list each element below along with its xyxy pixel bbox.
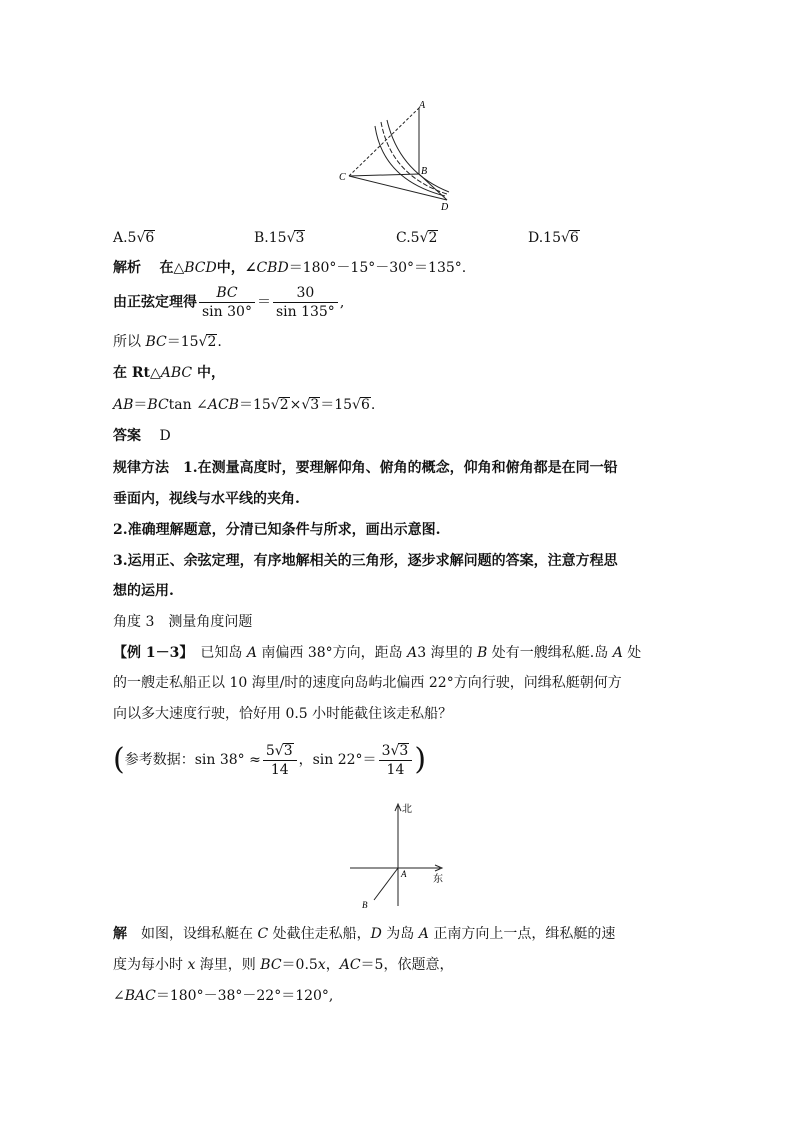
east-label: 东 [433, 874, 443, 885]
label-B: B [421, 166, 428, 177]
figure-1-diagram [335, 100, 460, 215]
method-p3a: 3.运用正、余弦定理，有序地解相关的三角形，逐步求解问题的答案，注意方程思 [113, 553, 618, 569]
fraction-3root3-14: $\frac{3√3}{14}$ [379, 742, 413, 779]
method-p3b: 想的运用. [113, 583, 174, 599]
example-line-3: 向以多大速度行驶，恰好用 0.5 小时能截住该走私船？ [113, 706, 453, 722]
north-label: 北 [402, 804, 412, 815]
answer-line: 答案 D [113, 428, 171, 444]
figure-2-axes [340, 798, 455, 913]
segment-CA [349, 108, 419, 176]
hill-curve-3 [387, 120, 449, 192]
method-p1a: 规律方法 1.在测量高度时，要理解仰角、俯角的概念，仰角和俯角都是在同一铅 [113, 460, 618, 476]
solution-line-2: 由正弦定理得 $\frac{BC}{\sin 30^\circ}$ ＝ $\frac{30}{\sin 135^\circ}$ , [113, 285, 345, 320]
label-C: C [339, 172, 346, 183]
solve-line-1: 解 如图，设缉私艇在 C 处截住走私船，D 为岛 A 正南方向上一点，缉私艇的速 [113, 926, 616, 942]
point-B-label: B [362, 900, 368, 910]
example-line-2: 的一艘走私船正以 10 海里/时的速度向岛屿北偏西 22°方向行驶，问缉私艇朝何方 [113, 675, 622, 691]
solve-line-2: 度为每小时 x 海里，则 BC＝0.5x，AC＝5，依题意， [113, 957, 454, 973]
point-A-label: A [401, 869, 407, 879]
fraction-bc-sin30: $\frac{BC}{\sin 30^\circ}$ [199, 284, 255, 321]
option-d: D.15√6 [528, 230, 579, 246]
segment-AB-ray [374, 868, 398, 900]
solution-line-1: 解析 在△BCD中，∠CBD＝180°－15°－30°＝135°. [113, 260, 467, 276]
fraction-5root3-14: $\frac{5√3}{14}$ [263, 742, 297, 779]
solution-line-5: AB＝BCtan ∠ACB＝15√2×√3＝15√6. [113, 397, 376, 413]
label-A: A [419, 100, 426, 111]
segment-CB [349, 174, 419, 176]
solution-line-3: 所以 BC＝15√2. [113, 334, 222, 350]
solution-line-4: 在 Rt△ABC 中， [113, 365, 225, 381]
reference-data: (参考数据：sin 38° ≈ $\frac{5√3}{14}$ ，sin 22°＝ $\frac{3√3}{14}$ ) [113, 742, 427, 778]
method-p2: 2.准确理解题意，分清已知条件与所求，画出示意图. [113, 522, 441, 538]
solve-line-3: ∠BAC＝180°－38°－22°＝120°, [113, 988, 334, 1004]
option-b: B.15√3 [254, 230, 305, 246]
fraction-30-sin135: $\frac{30}{\sin 135^\circ}$ [273, 284, 338, 321]
method-p1b: 垂面内，视线与水平线的夹角. [113, 491, 300, 507]
option-a: A.5√6 [113, 230, 155, 246]
example-line-1: 【例 1－3】 已知岛 A 南偏西 38°方向，距岛 A3 海里的 B 处有一艘缉私艇.岛 A 处 [113, 645, 642, 661]
section-title: 角度 3 测量角度问题 [113, 614, 253, 630]
label-D: D [441, 202, 449, 213]
option-c: C.5√2 [396, 230, 438, 246]
